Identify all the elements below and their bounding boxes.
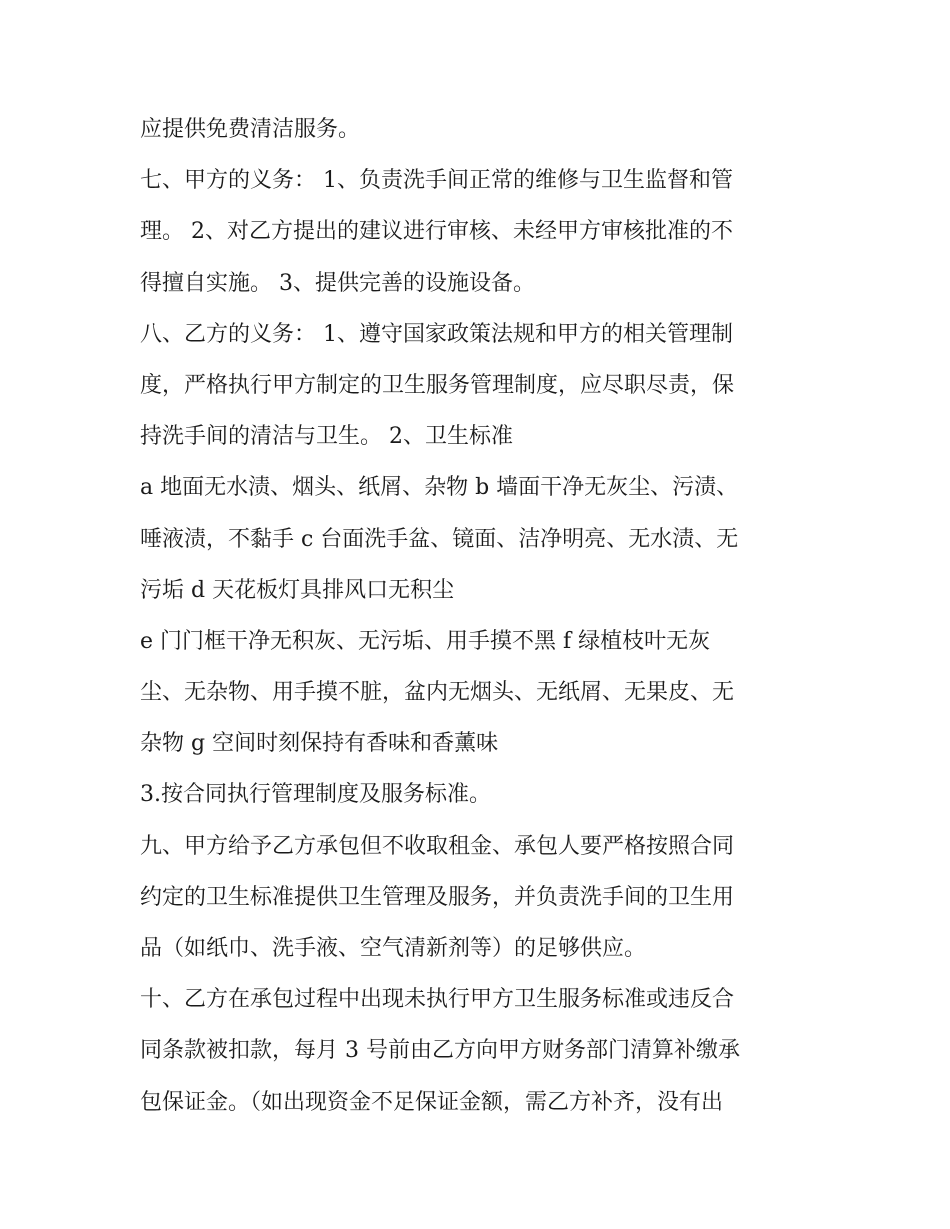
text-line: 持洗手间的清洁与卫生。 2、卫生标准 [140,424,513,450]
text-line: 品（如纸巾、洗手液、空气清新剂等）的足够供应。 [140,936,647,961]
text-line: e 门门框干净无积灰、无污垢、用手摸不黑 f 绿植枝叶无灰 [140,628,711,654]
document-page [140,104,820,1128]
text-line: 约定的卫生标准提供卫生管理及服务，并负责洗手间的卫生用 [140,884,735,910]
text-line: 唾液渍，不黏手 c 台面洗手盆、镜面、洁净明亮、无水渍、无 [140,526,739,552]
text-line: 尘、无杂物、用手摸不脏，盆内无烟头、无纸屑、无果皮、无 [140,680,735,706]
text-line: 3.按合同执行管理制度及服务标准。 [140,782,491,808]
text-line: 得擅自实施。 3、提供完善的设施设备。 [140,270,535,296]
text-line: a 地面无水渍、烟头、纸屑、杂物 b 墙面干净无灰尘、污渍、 [140,475,739,501]
text-line: 杂物 g 空间时刻保持有香味和香薰味 [140,731,499,757]
text-line: 八、乙方的义务： 1、遵守国家政策法规和甲方的相关管理制 [140,321,733,347]
text-line: 污垢 d 天花板灯具排风口无积尘 [140,577,455,603]
text-line: 包保证金。（如出现资金不足保证金额，需乙方补齐，没有出 [140,1089,724,1115]
text-line: 九、甲方给予乙方承包但不收取租金、承包人要严格按照合同 [140,833,735,859]
text-line: 七、甲方的义务： 1、负责洗手间正常的维修与卫生监督和管 [140,168,733,194]
text-line: 理。 2、对乙方提出的建议进行审核、未经甲方审核批准的不 [140,219,733,245]
text-line: 同条款被扣款，每月 3 号前由乙方向甲方财务部门清算补缴承 [140,1038,740,1064]
text-line: 应提供免费清洁服务。 [140,117,361,142]
text-line: 度，严格执行甲方制定的卫生服务管理制度，应尽职尽责，保 [140,372,735,398]
text-line: 十、乙方在承包过程中出现未执行甲方卫生服务标准或违反合 [140,987,735,1013]
